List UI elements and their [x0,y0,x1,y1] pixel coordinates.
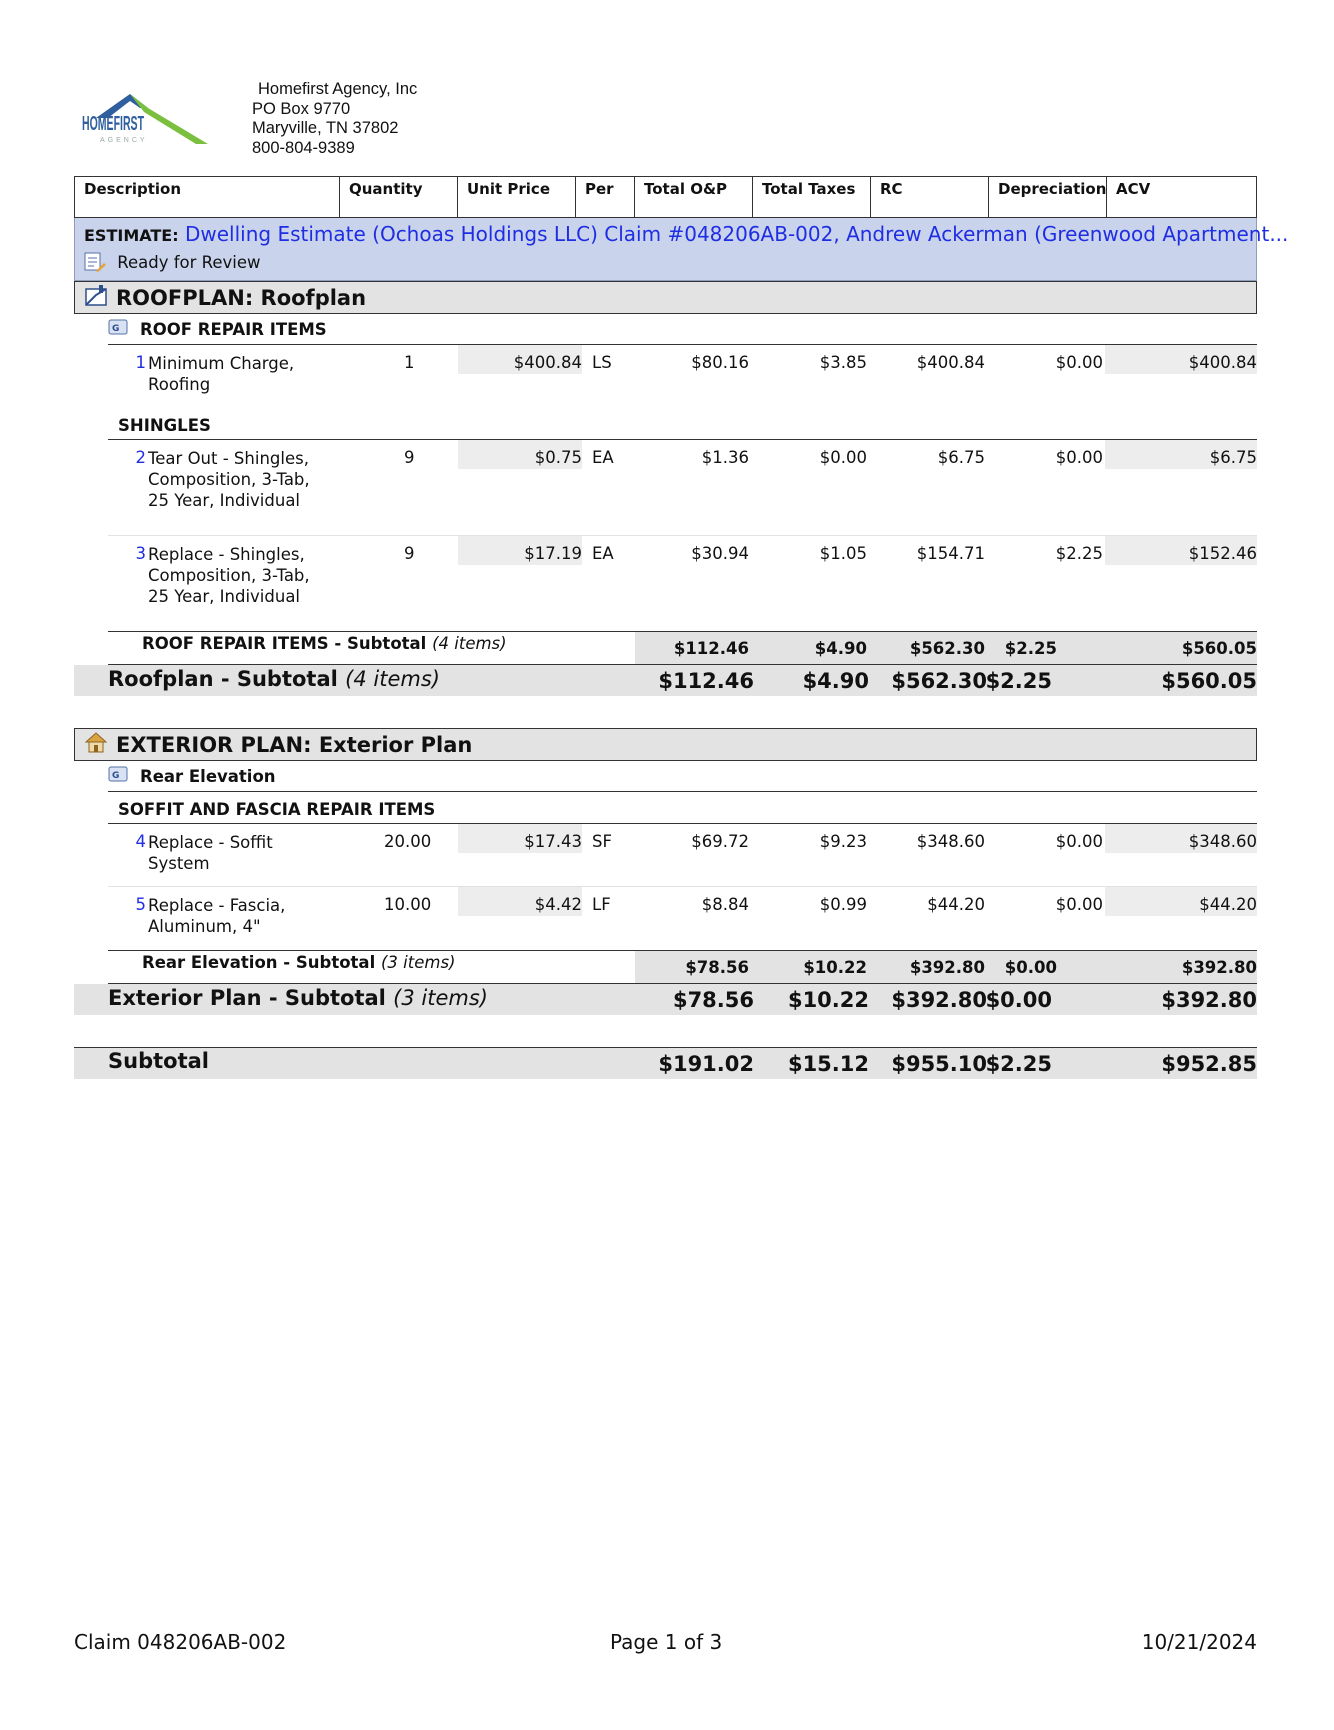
claim-link[interactable]: Claim #048206AB-002, Andrew Ackerman (Greenwood Apartment... [604,222,1289,246]
column-header-row [74,176,1257,218]
item-total-op: $8.84 [701,895,749,914]
item-description: Replace - Shingles, Composition, 3-Tab, 25 Year, Individual [148,545,310,606]
col-unit-price: Unit Price [457,177,575,217]
item-quantity: 9 [404,448,415,467]
item-total-op: $30.94 [691,544,749,563]
group-title: ROOF REPAIR ITEMS [140,319,327,339]
item-per: SF [592,832,612,851]
footer-page: Page 1 of 3 [610,1630,723,1654]
homefirst-logo [78,90,218,150]
item-description: Replace - Soffit System [148,833,273,873]
line-item [108,345,1257,403]
item-per: EA [592,544,614,563]
subtotal-label: Subtotal [108,1049,209,1073]
roof-plan-icon [84,283,108,312]
col-per: Per [575,177,634,217]
group-subtotal-taxes: $10.22 [803,958,867,977]
item-acv: $44.20 [1105,887,1257,916]
estimate-subtotal-row [74,1047,1257,1079]
plan-subtotal-label: Roofplan - Subtotal (4 items) [108,667,440,691]
item-unit-price: $17.43 [458,824,582,853]
group-subtotal-label: ROOF REPAIR ITEMS - Subtotal (4 items) [142,634,507,653]
item-description: Tear Out - Shingles, Composition, 3-Tab, 25 Year, Individual [148,449,310,510]
shingles-subgroup: SHINGLES [118,416,211,435]
estimate-status [84,252,261,276]
estimate-header [74,218,1289,281]
svg-text:G: G [112,771,120,781]
group-subtotal-op: $112.46 [673,639,749,658]
group-subtotal-acv: $560.05 [1181,639,1257,658]
group-subtotal-rc: $392.80 [909,958,985,977]
item-total-taxes: $0.99 [819,895,867,914]
item-per: EA [592,448,614,467]
footer-claim: Claim 048206AB-002 [74,1630,287,1654]
group-subtotal-op: $78.56 [685,958,749,977]
item-per: LF [592,895,611,914]
item-total-taxes: $3.85 [819,353,867,372]
group-subtotal-taxes: $4.90 [814,639,867,658]
estimate-title-line [84,222,1288,246]
logo-text: HOMEFIRST [82,113,144,135]
svg-text:G: G [112,324,120,334]
col-depreciation: Depreciation [988,177,1106,217]
item-rc: $44.20 [927,895,985,914]
group-subtotal-row [108,631,1257,665]
col-rc: RC [870,177,988,217]
item-quantity: 10.00 [384,895,432,914]
item-number[interactable]: 3 [135,544,146,563]
plan-subtotal-label: Exterior Plan - Subtotal (3 items) [108,986,488,1010]
group-subtotal-acv: $392.80 [1181,958,1257,977]
item-quantity: 1 [404,353,415,372]
plan-subtotal-acv: $560.05 [1161,669,1257,693]
col-total-op: Total O&P [634,177,752,217]
group-icon [108,765,130,787]
subtotal-taxes: $15.12 [787,1052,869,1076]
group-subtotal-depreciation: $2.25 [1004,639,1057,658]
item-depreciation: $2.25 [1055,544,1103,563]
col-description: Description [84,180,182,198]
plan-subtotal-row [74,665,1257,696]
roofplan-title: ROOFPLAN: Roofplan [116,285,367,310]
item-depreciation: $0.00 [1055,448,1103,467]
item-number[interactable]: 4 [135,832,146,851]
agency-name: Homefirst Agency, Inc [258,80,418,98]
item-total-op: $1.36 [701,448,749,467]
group-subtotal-depreciation: $0.00 [1004,958,1057,977]
plan-subtotal-depreciation: $2.25 [985,669,1052,693]
item-quantity: 20.00 [384,832,432,851]
plan-subtotal-row [74,984,1257,1015]
item-unit-price: $0.75 [458,440,582,469]
agency-po-box: PO Box 9770 [252,99,351,118]
subtotal-acv: $952.85 [1161,1052,1257,1076]
status-text: Ready for Review [117,253,261,272]
item-total-op: $69.72 [691,832,749,851]
agency-phone: 800-804-9389 [252,138,355,157]
item-depreciation: $0.00 [1055,895,1103,914]
item-depreciation: $0.00 [1055,832,1103,851]
item-unit-price: $17.19 [458,536,582,565]
house-icon [84,731,108,758]
plan-subtotal-op: $112.46 [658,669,754,693]
item-number[interactable]: 2 [135,448,146,467]
item-acv: $400.84 [1105,345,1257,374]
item-total-taxes: $1.05 [819,544,867,563]
agency-address [252,80,417,158]
item-depreciation: $0.00 [1055,353,1103,372]
plan-subtotal-acv: $392.80 [1161,988,1257,1012]
soffit-fascia-subgroup: SOFFIT AND FASCIA REPAIR ITEMS [108,792,1257,824]
review-status-icon [84,252,106,276]
line-item [108,439,1257,535]
roof-repair-items-group [108,314,1257,345]
item-acv: $348.60 [1105,824,1257,853]
item-rc: $6.75 [937,448,985,467]
item-acv: $6.75 [1105,440,1257,469]
item-quantity: 9 [404,544,415,563]
plan-subtotal-taxes: $10.22 [787,988,869,1012]
item-total-taxes: $9.23 [819,832,867,851]
col-acv: ACV [1106,177,1258,217]
item-rc: $348.60 [916,832,985,851]
agency-city: Maryville, TN 37802 [252,119,399,137]
col-quantity: Quantity [339,177,457,217]
rear-elevation-group [108,761,1257,792]
item-description: Minimum Charge, Roofing [148,354,295,394]
plan-subtotal-op: $78.56 [672,988,754,1012]
group-icon [108,318,130,340]
item-unit-price: $4.42 [458,887,582,916]
item-rc: $400.84 [916,353,985,372]
item-number[interactable]: 5 [135,895,146,914]
plan-subtotal-rc: $562.30 [891,669,987,693]
subtotal-depreciation: $2.25 [985,1052,1052,1076]
item-unit-price: $400.84 [458,345,582,374]
subtotal-op: $191.02 [658,1052,754,1076]
logo-subtext: AGENCY [100,137,148,144]
footer-date: 10/21/2024 [1141,1630,1257,1654]
subtotal-rc: $955.10 [891,1052,987,1076]
group-subtotal-row [108,950,1257,984]
item-number[interactable]: 1 [135,353,146,372]
plan-subtotal-taxes: $4.90 [802,669,869,693]
estimate-label: ESTIMATE: [84,226,179,245]
item-total-taxes: $0.00 [819,448,867,467]
item-rc: $154.71 [916,544,985,563]
group-title: Rear Elevation [140,766,276,786]
group-subtotal-rc: $562.30 [909,639,985,658]
line-item [108,886,1257,950]
plan-subtotal-depreciation: $0.00 [985,988,1052,1012]
item-total-op: $80.16 [691,353,749,372]
group-subtotal-label: Rear Elevation - Subtotal (3 items) [142,953,456,972]
col-total-taxes: Total Taxes [752,177,870,217]
item-acv: $152.46 [1105,536,1257,565]
item-per: LS [592,353,612,372]
estimate-name-link[interactable]: Dwelling Estimate (Ochoas Holdings LLC) [184,222,598,246]
plan-subtotal-rc: $392.80 [891,988,987,1012]
roofplan-header [74,281,1257,314]
line-item [108,535,1257,631]
estimate-table [74,176,1289,1079]
exterior-plan-title: EXTERIOR PLAN: Exterior Plan [116,732,473,757]
item-description: Replace - Fascia, Aluminum, 4" [148,896,286,936]
exterior-plan-header [74,728,1257,761]
line-item [108,824,1257,886]
